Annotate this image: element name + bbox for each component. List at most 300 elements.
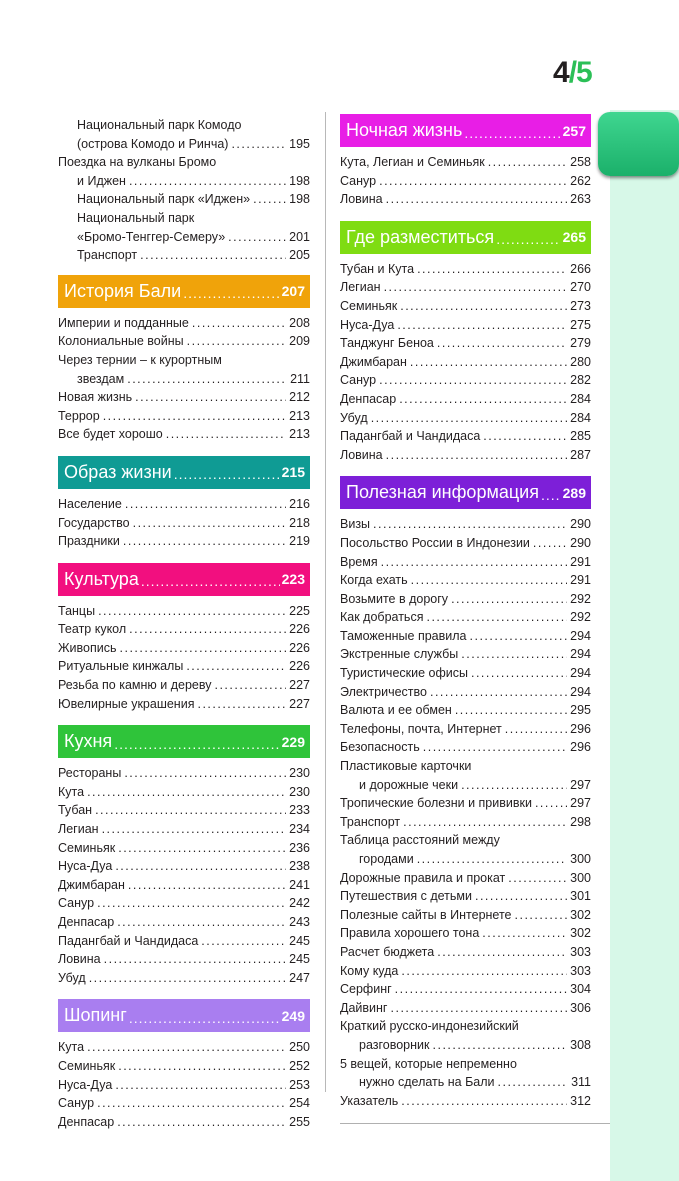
toc-entry[interactable] <box>58 1076 310 1095</box>
dot-leader <box>515 906 568 925</box>
toc-entry-line <box>58 969 310 988</box>
toc-entry[interactable] <box>340 353 591 372</box>
dot-leader <box>197 695 286 714</box>
toc-entry[interactable] <box>58 950 310 969</box>
dot-leader <box>231 135 286 154</box>
toc-entry-page: 290 <box>570 535 591 550</box>
toc-entry-title: Население <box>58 496 122 511</box>
section-title: Кухня <box>64 731 113 752</box>
section-header[interactable] <box>340 114 591 147</box>
toc-entry-page: 270 <box>570 280 591 295</box>
toc-entry-line <box>340 683 591 702</box>
toc-entry-page: 195 <box>289 136 310 151</box>
toc-entry-title: Санур <box>58 1096 95 1111</box>
toc-entry[interactable] <box>58 839 310 858</box>
toc-entry-page: 273 <box>570 298 591 313</box>
section-title: Где разместиться <box>346 226 495 247</box>
dot-leader <box>384 278 568 297</box>
toc-entry-page: 205 <box>289 248 310 263</box>
toc-entry-line <box>340 515 591 534</box>
page-marker-current: 4 <box>553 56 569 89</box>
dot-leader <box>103 407 286 426</box>
toc-section <box>340 476 591 1110</box>
toc-entry-page: 255 <box>289 1114 310 1129</box>
toc-entry-page: 226 <box>289 622 310 637</box>
toc-entry-page: 302 <box>570 926 591 941</box>
toc-entry-line <box>58 370 310 389</box>
toc-entry[interactable] <box>340 701 591 720</box>
section-header[interactable] <box>58 563 310 596</box>
toc-entry-line <box>340 906 591 925</box>
dot-leader <box>118 839 286 858</box>
toc-entry-page: 245 <box>289 933 310 948</box>
dot-leader <box>455 701 567 720</box>
toc-entry[interactable] <box>58 332 310 351</box>
toc-entry-page: 263 <box>570 192 591 207</box>
toc-entry[interactable] <box>58 1113 310 1132</box>
toc-entry-page: 247 <box>289 970 310 985</box>
toc-entry-title: Кута, Легиан и Семиньяк <box>340 155 485 169</box>
toc-entry[interactable] <box>58 695 310 714</box>
toc-entry[interactable] <box>340 924 591 943</box>
dot-leader <box>95 801 286 820</box>
toc-entry[interactable] <box>340 869 591 888</box>
toc-entry-title: Кому куда <box>340 963 399 978</box>
dot-leader <box>381 553 568 572</box>
toc-entry-line <box>340 1092 591 1111</box>
toc-entry-line <box>58 657 310 676</box>
toc-entry-title: разговорник <box>359 1037 430 1052</box>
dot-leader <box>97 894 286 913</box>
toc-entry-title: Национальный парк <box>77 210 195 225</box>
toc-entry[interactable] <box>58 1038 310 1057</box>
toc-entry-title: Национальный парк Комодо <box>77 118 242 132</box>
toc-entry-line <box>340 645 591 664</box>
toc-entry[interactable] <box>58 153 310 190</box>
toc-entry[interactable] <box>340 1055 591 1092</box>
toc-entry-title: Колониальные войны <box>58 334 184 349</box>
toc-entry[interactable] <box>340 153 591 172</box>
toc-entry-line <box>58 913 310 932</box>
toc-entry[interactable] <box>58 620 310 639</box>
dot-leader <box>373 515 567 534</box>
toc-entry[interactable] <box>340 316 591 335</box>
section-title: Шопинг <box>64 1005 127 1026</box>
toc-entry-title: Ловина <box>340 192 383 207</box>
toc-entry-page: 311 <box>571 1075 591 1090</box>
dot-leader <box>400 297 567 316</box>
section-header[interactable] <box>58 999 310 1032</box>
toc-entry-title: Таможенные правила <box>340 628 467 643</box>
toc-entry-line <box>58 820 310 839</box>
toc-entry[interactable] <box>58 388 310 407</box>
dot-leader <box>505 720 567 739</box>
toc-entry-line <box>58 388 310 407</box>
toc-entry-line <box>58 695 310 714</box>
toc-entry-line <box>340 924 591 943</box>
dot-leader <box>87 783 286 802</box>
toc-entry[interactable] <box>340 645 591 664</box>
toc-entry-page: 275 <box>570 317 591 332</box>
dot-leader <box>482 924 567 943</box>
toc-entry[interactable] <box>58 246 310 265</box>
dot-leader <box>535 794 567 813</box>
toc-entry-title: Семиньяк <box>58 840 116 855</box>
toc-entry[interactable] <box>340 1017 591 1054</box>
toc-entry-line <box>340 353 591 372</box>
dot-leader <box>464 125 560 141</box>
toc-entry-line <box>58 620 310 639</box>
toc-entry[interactable] <box>340 1092 591 1111</box>
dot-leader <box>87 1038 286 1057</box>
dot-leader <box>399 390 567 409</box>
toc-entry[interactable] <box>340 664 591 683</box>
dot-leader <box>451 590 567 609</box>
toc-entry-line <box>340 1036 591 1055</box>
toc-entry-title: Убуд <box>340 410 368 425</box>
toc-entry-title: Посольство России в Индонезии <box>340 535 530 550</box>
toc-entry-line <box>58 876 310 895</box>
toc-entry-title: Все будет хорошо <box>58 427 163 442</box>
toc-entry-line <box>58 676 310 695</box>
toc-entry-page: 250 <box>289 1040 310 1055</box>
toc-entry-line <box>58 172 310 191</box>
toc-entry-title: Ловина <box>58 952 101 967</box>
toc-entry[interactable] <box>58 532 310 551</box>
toc-entry[interactable] <box>58 314 310 333</box>
toc-entry-title: Телефоны, почта, Интернет <box>340 721 502 736</box>
toc-entry[interactable] <box>340 371 591 390</box>
toc-entry[interactable] <box>340 794 591 813</box>
toc-entry-title: Безопасность <box>340 740 420 755</box>
toc-entry[interactable] <box>58 514 310 533</box>
toc-entry[interactable] <box>340 172 591 191</box>
toc-entry-page: 296 <box>570 740 591 755</box>
toc-entry-title: Танцы <box>58 603 96 618</box>
toc-entry-title: Денпасар <box>58 915 115 929</box>
toc-entry[interactable] <box>58 639 310 658</box>
toc-entry[interactable] <box>58 602 310 621</box>
toc-entry[interactable] <box>340 409 591 428</box>
toc-entry-page: 209 <box>289 334 310 349</box>
toc-entry[interactable] <box>340 813 591 832</box>
dot-leader <box>192 314 286 333</box>
toc-entry-page: 230 <box>289 766 310 781</box>
toc-entry-page: 284 <box>570 410 591 425</box>
toc-section <box>58 275 310 444</box>
toc-entry[interactable] <box>340 980 591 999</box>
toc-entry[interactable] <box>58 764 310 783</box>
toc-entry-title: Новая жизнь <box>58 390 133 405</box>
toc-entry-page: 227 <box>289 678 310 693</box>
toc-entry[interactable] <box>58 894 310 913</box>
toc-entry[interactable] <box>58 190 310 209</box>
toc-entry-page: 290 <box>570 517 591 532</box>
toc-entry-line <box>58 894 310 913</box>
toc-entry-title: Ловина <box>340 447 383 462</box>
toc-entry[interactable] <box>58 209 310 246</box>
toc-entry[interactable] <box>340 390 591 409</box>
toc-entry[interactable] <box>58 876 310 895</box>
toc-entry-line <box>340 278 591 297</box>
toc-entry-title: Поездка на вулканы Бромо <box>58 155 217 170</box>
toc-entry-title: Террор <box>58 408 100 423</box>
dot-leader <box>379 371 567 390</box>
toc-entry-line <box>340 627 591 646</box>
toc-entry[interactable] <box>340 757 591 794</box>
toc-entry[interactable] <box>340 334 591 353</box>
toc-entry-page: 280 <box>570 354 591 369</box>
toc-entry-page: 302 <box>570 907 591 922</box>
dot-leader <box>102 820 287 839</box>
dot-leader <box>124 764 286 783</box>
dot-leader <box>401 962 567 981</box>
toc-entry-title: Семиньяк <box>340 298 398 313</box>
toc-entry[interactable] <box>58 676 310 695</box>
toc-entry-title: Полезные сайты в Интернете <box>340 907 512 922</box>
toc-entry[interactable] <box>58 407 310 426</box>
dot-leader <box>437 334 567 353</box>
toc-entry[interactable] <box>340 260 591 279</box>
dot-leader <box>127 370 287 389</box>
section-header[interactable] <box>58 725 310 758</box>
toc-entry-line <box>340 590 591 609</box>
toc-entry[interactable] <box>340 427 591 446</box>
toc-entry-line <box>340 869 591 888</box>
toc-entry-page: 227 <box>289 696 310 711</box>
page-marker-total: 5 <box>576 56 592 89</box>
toc-entry[interactable] <box>340 627 591 646</box>
dot-leader <box>183 285 279 301</box>
toc-entry[interactable] <box>340 608 591 627</box>
toc-entry-title: Время <box>340 554 378 569</box>
toc-entry-title: Тубан и Кута <box>340 261 415 276</box>
dot-leader <box>508 869 567 888</box>
toc-entry[interactable] <box>340 943 591 962</box>
toc-entry-title: Указатель <box>340 1093 399 1108</box>
toc-entry-title: Санур <box>340 373 377 388</box>
toc-entry-page: 213 <box>289 427 310 442</box>
toc-entry[interactable] <box>340 999 591 1018</box>
dot-leader <box>483 427 567 446</box>
toc-entry-title: Туристические офисы <box>340 666 468 681</box>
toc-entry[interactable] <box>58 495 310 514</box>
toc-entry-title: Путешествия с детьми <box>340 889 472 904</box>
dot-leader <box>403 813 567 832</box>
toc-entry[interactable] <box>58 857 310 876</box>
toc-entry[interactable] <box>58 801 310 820</box>
toc-entry-title: Государство <box>58 515 130 530</box>
toc-entry[interactable] <box>340 906 591 925</box>
section-header[interactable] <box>58 456 310 489</box>
toc-entry-page: 291 <box>570 573 591 588</box>
toc-entry-page: 254 <box>289 1096 310 1111</box>
section-page: 265 <box>562 229 586 246</box>
dot-leader <box>118 1057 286 1076</box>
toc-column-left <box>58 116 310 1143</box>
toc-entry-title: звездам <box>77 371 125 386</box>
dot-leader <box>541 487 561 503</box>
toc-entry-line <box>58 783 310 802</box>
toc-entry-line <box>58 1094 310 1113</box>
toc-entry-page: 285 <box>570 429 591 444</box>
chapter-tab[interactable] <box>598 112 679 176</box>
toc-entry-title: Нуса-Дуа <box>58 859 113 874</box>
section-page: 229 <box>281 733 305 750</box>
toc-entry-page: 236 <box>289 840 310 855</box>
toc-entry-page: 238 <box>289 859 310 874</box>
toc-entry[interactable] <box>340 831 591 868</box>
toc-entry-line <box>58 532 310 551</box>
toc-entry-line <box>340 172 591 191</box>
toc-entry-line <box>58 764 310 783</box>
toc-entry-page: 292 <box>570 610 591 625</box>
dot-leader <box>401 1092 567 1111</box>
toc-entry[interactable] <box>58 351 310 388</box>
toc-entry[interactable] <box>58 116 310 153</box>
toc-entry-title: Денпасар <box>340 391 397 406</box>
toc-entry-page: 218 <box>289 515 310 530</box>
toc-entry-title: Когда ехать <box>340 573 408 588</box>
toc-entry-title: Национальный парк «Иджен» <box>77 192 251 207</box>
toc-entry[interactable] <box>340 278 591 297</box>
dot-leader <box>114 736 279 752</box>
dot-leader <box>115 1076 286 1095</box>
toc-entry-page: 287 <box>570 447 591 462</box>
toc-entry-line <box>340 738 591 757</box>
toc-entry-line <box>340 390 591 409</box>
toc-entry[interactable] <box>340 720 591 739</box>
toc-entry-line <box>58 425 310 444</box>
toc-entry-title: Джимбаран <box>58 877 125 892</box>
toc-entry-line <box>340 297 591 316</box>
toc-entry-page: 233 <box>289 803 310 818</box>
toc-entry[interactable] <box>340 738 591 757</box>
toc-entry[interactable] <box>340 962 591 981</box>
section-page: 207 <box>281 283 305 300</box>
toc-entry-page: 296 <box>570 721 591 736</box>
dot-leader <box>201 932 286 951</box>
page-marker-separator: / <box>568 56 577 89</box>
toc-entry[interactable] <box>340 515 591 534</box>
toc-entry-line <box>58 495 310 514</box>
toc-entry[interactable] <box>340 683 591 702</box>
toc-section <box>58 725 310 987</box>
toc-entry[interactable] <box>58 425 310 444</box>
section-header[interactable] <box>340 221 591 254</box>
toc-entry-page: 242 <box>289 896 310 911</box>
section-header[interactable] <box>58 275 310 308</box>
toc-entry-page: 284 <box>570 391 591 406</box>
toc-entry-line <box>340 794 591 813</box>
dot-leader <box>253 190 286 209</box>
toc-entry[interactable] <box>340 534 591 553</box>
dot-leader <box>166 425 286 444</box>
toc-entry-page: 234 <box>289 822 310 837</box>
toc-entry-page: 226 <box>289 640 310 655</box>
toc-entry-line <box>58 1076 310 1095</box>
toc-entry[interactable] <box>58 913 310 932</box>
toc-entry[interactable] <box>58 1094 310 1113</box>
toc-entry[interactable] <box>58 1057 310 1076</box>
section-page: 249 <box>281 1007 305 1024</box>
toc-entry[interactable] <box>340 571 591 590</box>
toc-entry[interactable] <box>340 297 591 316</box>
section-title: Образ жизни <box>64 461 172 482</box>
toc-entry-page: 295 <box>570 703 591 718</box>
toc-entry-title: Как добраться <box>340 610 424 625</box>
section-title: Полезная информация <box>346 482 539 503</box>
dot-leader <box>228 228 286 247</box>
toc-entry-line <box>77 246 310 265</box>
dot-leader <box>426 608 567 627</box>
toc-entry[interactable] <box>340 190 591 209</box>
toc-entry-line <box>340 446 591 465</box>
toc-entry-title: Ритуальные кинжалы <box>58 659 184 674</box>
toc-entry-line <box>340 962 591 981</box>
toc-entry-title: Рестораны <box>58 766 122 781</box>
dot-leader <box>98 602 286 621</box>
toc-entry-page: 298 <box>570 814 591 829</box>
toc-entry-page: 304 <box>570 982 591 997</box>
toc-entry-title: Падангбай и Чандидаса <box>58 933 199 948</box>
toc-entry-line <box>58 950 310 969</box>
dot-leader <box>498 1073 569 1092</box>
toc-entry-title: Убуд <box>58 970 86 985</box>
toc-entry-title: Тропические болезни и прививки <box>340 796 532 811</box>
toc-entry-title: Кута <box>58 1040 85 1055</box>
toc-entry-title: и Иджен <box>77 173 126 188</box>
toc-entry-title: Дорожные правила и прокат <box>340 870 506 885</box>
toc-entry-title: Электричество <box>340 684 427 699</box>
toc-entry-title: Расчет бюджета <box>340 944 435 959</box>
toc-entry-line <box>340 371 591 390</box>
toc-entry-page: 216 <box>289 496 310 511</box>
toc-entry[interactable] <box>340 446 591 465</box>
dot-leader <box>187 332 287 351</box>
toc-entry-title: Империи и подданные <box>58 315 189 330</box>
toc-entry-line <box>77 135 310 154</box>
toc-entry[interactable] <box>58 657 310 676</box>
dot-leader <box>411 571 567 590</box>
toc-entry[interactable] <box>340 887 591 906</box>
bottom-rule <box>340 1123 610 1124</box>
dot-leader <box>433 1036 568 1055</box>
toc-entry-title: Санур <box>340 173 377 188</box>
dot-leader <box>391 999 568 1018</box>
dot-leader <box>117 1113 286 1132</box>
section-page: 257 <box>562 122 586 139</box>
section-header[interactable] <box>340 476 591 509</box>
toc-entry-line <box>340 608 591 627</box>
toc-entry[interactable] <box>58 969 310 988</box>
toc-entry-line <box>340 153 591 172</box>
toc-entry[interactable] <box>340 553 591 572</box>
side-band-top <box>610 0 679 110</box>
dot-leader <box>186 657 286 676</box>
toc-entry-line <box>340 534 591 553</box>
toc-entry[interactable] <box>58 783 310 802</box>
toc-entry-title: Пластиковые карточки <box>340 759 472 774</box>
toc-entry[interactable] <box>58 932 310 951</box>
toc-entry-page: 303 <box>570 944 591 959</box>
toc-entry[interactable] <box>340 590 591 609</box>
dot-leader <box>120 639 287 658</box>
toc-entry[interactable] <box>58 820 310 839</box>
toc-entry-title: 5 вещей, которые непременно <box>340 1056 517 1071</box>
toc-right-sections <box>340 114 591 1110</box>
toc-entry-line <box>340 887 591 906</box>
